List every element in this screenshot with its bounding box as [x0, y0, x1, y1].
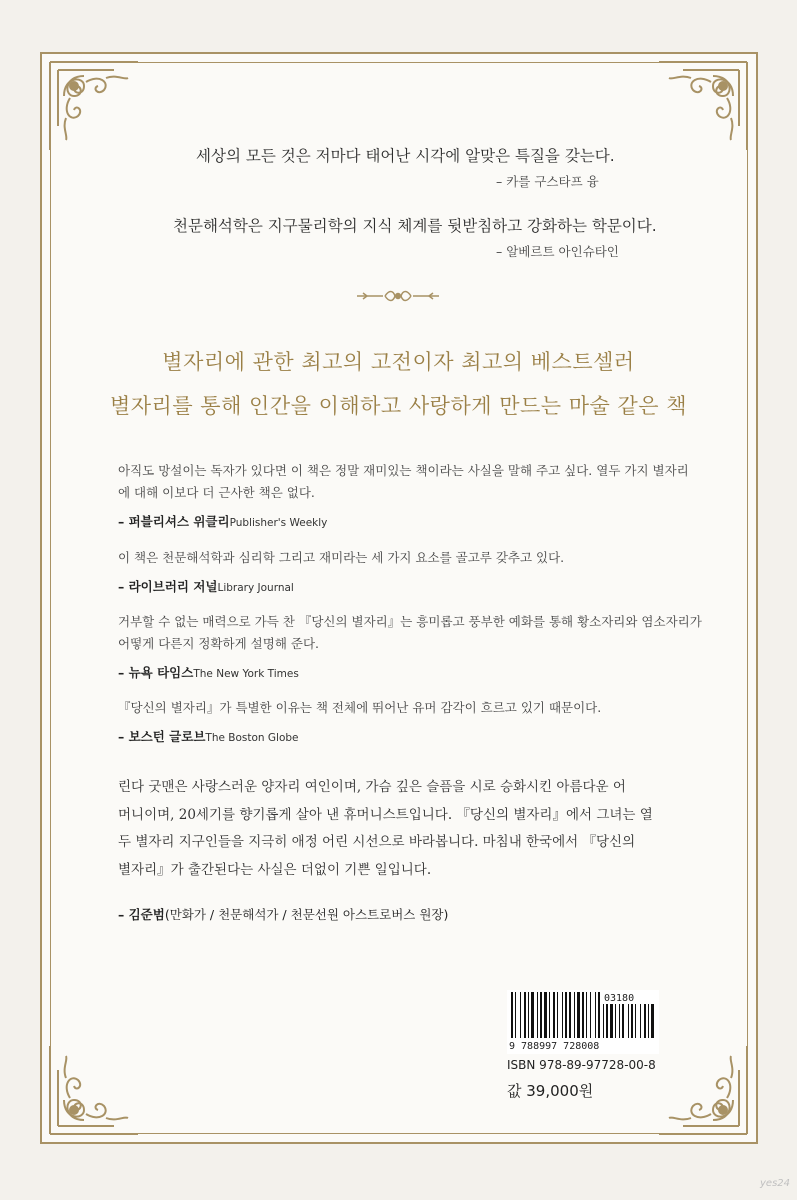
review-source-name: – 라이브러리 저널	[118, 579, 218, 594]
review-source-english: The New York Times	[193, 668, 299, 680]
review-text	[118, 547, 564, 569]
barcode-bar	[619, 1004, 620, 1038]
review-line: 이 책은 천문해석학과 심리학 그리고 재미라는 세 가지 요소를 골고루 갖추고 있다.	[118, 550, 565, 565]
recommendation-essay	[118, 774, 678, 884]
ornament-corner-top-left-icon	[44, 56, 144, 156]
review-source	[118, 577, 294, 595]
review-line: 거부할 수 없는 매력으로 가득 찬 『당신의 별자리』는 흥미롭고 풍부한 예화를 통해 황소자리와 염소자리가	[118, 614, 702, 629]
headline: 별자리에 관한 최고의 고전이자 최고의 베스트셀러	[162, 350, 635, 374]
review-source-name: – 보스턴 글로브	[118, 729, 206, 744]
barcode-bar	[648, 1004, 649, 1038]
epigraph-quote: 세상의 모든 것은 저마다 태어난 시각에 알맞은 특질을 갖는다.	[196, 147, 615, 165]
barcode-number: 9 788997 728008	[509, 1041, 600, 1052]
barcode-bar	[557, 992, 558, 1038]
review-source	[118, 512, 327, 530]
essay-line: 머니이며, 20세기를 향기롭게 살아 낸 휴머니스트입니다. 『당신의 별자리』에서 그녀는 열	[118, 806, 653, 823]
barcode-addon-number: 03180	[604, 993, 635, 1004]
barcode-bar	[622, 1004, 624, 1038]
barcode-bar	[651, 1004, 654, 1038]
isbn-text: ISBN 978-89-97728-00-8	[507, 1058, 656, 1072]
price-text: 값 39,000원	[507, 1082, 594, 1100]
review-source-name: – 뉴욕 타임스	[118, 665, 194, 680]
epigraph-quote: 천문해석학은 지구물리학의 지식 체계를 뒷받침하고 강화하는 학문이다.	[173, 217, 657, 235]
essay-line: 두 별자리 지구인들을 지극히 애정 어린 시선으로 바라봅니다. 마침내 한국에서 『당신의	[118, 834, 636, 850]
epigraph-attribution: – 카를 구스타프 융	[496, 174, 599, 189]
barcode-bar	[598, 992, 600, 1038]
review-line: 어떻게 다른지 정확하게 설명해 준다.	[118, 636, 319, 651]
barcode-bar	[569, 992, 571, 1038]
barcode-bar	[528, 992, 529, 1038]
barcode-bar	[582, 992, 584, 1038]
review-source	[118, 663, 299, 681]
ornament-corner-bottom-right-icon	[653, 1040, 753, 1140]
barcode-bar	[590, 992, 591, 1038]
barcode-bar	[540, 992, 542, 1038]
barcode-bar	[606, 1004, 608, 1038]
review-line: 에 대해 이보다 더 근사한 책은 없다.	[118, 485, 315, 500]
barcode-bar	[577, 992, 580, 1038]
barcode-bar	[631, 1004, 633, 1038]
barcode-bar	[615, 1004, 616, 1038]
review-text	[118, 460, 689, 504]
essay-author	[118, 905, 448, 923]
barcode-bar	[595, 992, 596, 1038]
review-source-name: – 퍼블리셔스 위클리	[118, 514, 230, 529]
barcode-bar	[553, 992, 555, 1038]
ornament-divider-icon	[355, 288, 441, 304]
barcode-bar	[635, 1004, 636, 1038]
barcode-bar	[562, 992, 563, 1038]
review-source-english: Library Journal	[217, 582, 294, 594]
essay-line: 린다 굿맨은 사랑스러운 양자리 여인이며, 가슴 깊은 슬픔을 시로 승화시킨 아름다운 어	[118, 779, 626, 795]
barcode-bar	[644, 1004, 646, 1038]
watermark-logo: yes24	[760, 1178, 791, 1189]
headline: 별자리를 통해 인간을 이해하고 사랑하게 만드는 마술 같은 책	[109, 394, 688, 418]
essay-line: 별자리』가 출간된다는 사실은 더없이 기쁜 일입니다.	[118, 861, 432, 878]
review-line: 『당신의 별자리』가 특별한 이유는 책 전체에 뛰어난 유머 감각이 흐르고 있기 때문이다.	[118, 700, 602, 715]
barcode-bar	[603, 1004, 604, 1038]
barcode-bar	[628, 1004, 629, 1038]
review-line: 아직도 망설이는 독자가 있다면 이 책은 정말 재미있는 책이라는 사실을 말해 주고 싶다. 열두 가지 별자리	[118, 463, 689, 478]
barcode-bar	[537, 992, 538, 1038]
barcode-bar	[520, 992, 521, 1038]
epigraph-attribution: – 알베르트 아인슈타인	[496, 244, 619, 259]
barcode-bar	[549, 992, 550, 1038]
barcode-bar	[511, 992, 513, 1038]
barcode-bar	[515, 992, 516, 1038]
barcode-bar	[524, 992, 526, 1038]
essay-author-description: (만화가 / 천문해석가 / 천문선원 아스트로버스 원장)	[164, 907, 449, 922]
review-source-english: Publisher's Weekly	[229, 517, 328, 529]
review-text	[118, 611, 702, 655]
review-source	[118, 727, 299, 745]
barcode-bar	[574, 992, 575, 1038]
review-text	[118, 697, 601, 719]
ornament-corner-top-right-icon	[653, 56, 753, 156]
essay-author-name: – 김준범	[118, 907, 165, 922]
barcode-bar	[610, 1004, 613, 1038]
barcode-bar	[544, 992, 547, 1038]
review-source-english: The Boston Globe	[205, 732, 299, 744]
barcode-bar	[531, 992, 534, 1038]
barcode-bar	[640, 1004, 641, 1038]
barcode-bar	[565, 992, 567, 1038]
barcode-bar	[586, 992, 587, 1038]
ornament-corner-bottom-left-icon	[44, 1040, 144, 1140]
